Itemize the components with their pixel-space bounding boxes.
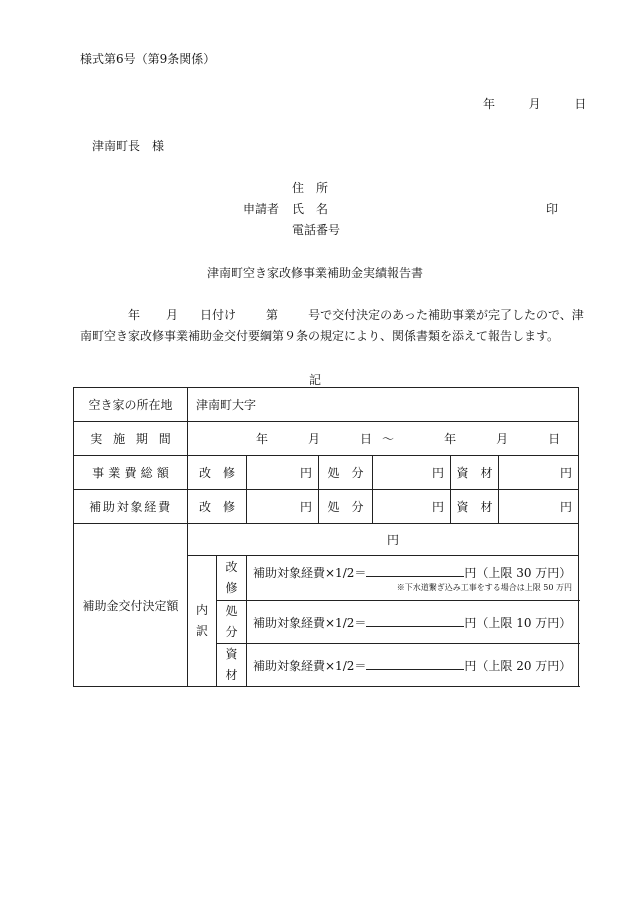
mat-char-2: 材	[225, 668, 238, 682]
renov-char-1: 改	[225, 560, 238, 574]
total-cost-label: 事業費総額	[74, 456, 188, 490]
total-materials-label: 資 材	[451, 456, 499, 490]
report-table	[73, 387, 579, 687]
name-label: 氏 名	[292, 202, 329, 216]
grant-total-yen	[188, 524, 579, 556]
date-month: 月	[528, 97, 541, 111]
total-disposal-label: 処 分	[319, 456, 373, 490]
disp-limit: （上限 10 万円）	[476, 615, 572, 630]
ki-mark: 記	[308, 373, 321, 387]
materials-vertical-label	[217, 644, 247, 687]
grant-yen: 円	[387, 533, 400, 547]
location-label: 空き家の所在地	[74, 388, 188, 422]
mat-amount-line	[366, 657, 464, 670]
period-end-month: 月	[496, 432, 509, 446]
location-row	[74, 388, 579, 422]
report-date	[483, 95, 586, 112]
breakdown-char-2: 訳	[195, 624, 208, 638]
document-title: 津南町空き家改修事業補助金実績報告書	[206, 266, 423, 280]
renov-formula-prefix: 補助対象経費×1/2＝	[253, 566, 367, 580]
disp-char-1: 処	[225, 604, 238, 618]
period-tilde: ～	[382, 432, 395, 446]
body-dai: 第	[266, 308, 279, 322]
period-label: 実施期間	[74, 422, 188, 456]
phone-label: 電話番号	[292, 223, 341, 237]
total-renovation-yen: 円	[247, 456, 319, 490]
date-day: 日	[574, 97, 587, 111]
renov-limit-note: ※下水道繋ぎ込み工事をする場合は上限 50 万円	[396, 583, 573, 592]
mat-limit: （上限 20 万円）	[476, 658, 572, 673]
disposal-formula	[247, 601, 579, 644]
body-year: 年	[128, 308, 141, 322]
grant-label: 補助金交付決定額	[74, 524, 188, 687]
disp-amount-line	[366, 614, 464, 627]
period-row	[74, 422, 579, 456]
grant-total-row	[74, 524, 579, 556]
total-materials-yen: 円	[499, 456, 579, 490]
disp-formula-prefix: 補助対象経費×1/2＝	[253, 615, 367, 630]
body-sentence: 号で交付決定のあった補助事業が完了したので、津南町空き家改修事業補助金交付要綱第９条の規定により、関係書類を添えて報告します。	[80, 308, 584, 343]
form-number: 様式第6号（第9条関係）	[80, 52, 216, 66]
seal-mark: 印	[546, 202, 559, 216]
address-label: 住 所	[292, 181, 329, 195]
renov-formula-yen: 円	[464, 566, 477, 580]
target-renovation-label: 改 修	[188, 490, 247, 524]
target-cost-row	[74, 490, 579, 524]
period-start-day: 日	[360, 432, 373, 446]
target-renovation-yen: 円	[247, 490, 319, 524]
materials-formula	[247, 644, 579, 687]
target-disposal-yen: 円	[373, 490, 451, 524]
mat-formula-prefix: 補助対象経費×1/2＝	[253, 658, 367, 673]
target-materials-label: 資 材	[451, 490, 499, 524]
mat-char-1: 資	[225, 647, 238, 661]
target-disposal-label: 処 分	[319, 490, 373, 524]
renov-limit: （上限 30 万円）	[476, 566, 572, 580]
renovation-formula	[247, 556, 579, 601]
date-year: 年	[483, 97, 496, 111]
mat-formula-yen: 円	[464, 658, 477, 673]
location-value: 津南町大字	[188, 388, 579, 422]
period-start-month: 月	[308, 432, 321, 446]
breakdown-char-1: 内	[195, 603, 208, 617]
period-value	[188, 422, 579, 456]
total-renovation-label: 改 修	[188, 456, 247, 490]
breakdown-label	[188, 556, 217, 687]
period-end-day: 日	[548, 432, 561, 446]
renov-char-2: 修	[225, 581, 238, 595]
total-disposal-yen: 円	[373, 456, 451, 490]
total-cost-row	[74, 456, 579, 490]
period-end-year: 年	[444, 432, 457, 446]
period-start-year: 年	[256, 432, 269, 446]
disposal-vertical-label	[217, 601, 247, 644]
target-cost-label: 補助対象経費	[74, 490, 188, 524]
renovation-vertical-label	[217, 556, 247, 601]
body-paragraph	[80, 305, 585, 347]
renov-amount-line	[366, 564, 464, 577]
body-month: 月	[166, 308, 179, 322]
disp-char-2: 分	[225, 625, 238, 639]
body-dated: 日付け	[200, 308, 237, 322]
target-materials-yen: 円	[499, 490, 579, 524]
applicant-role: 申請者	[243, 202, 280, 216]
disp-formula-yen: 円	[464, 615, 477, 630]
addressee: 津南町長 様	[92, 139, 165, 153]
